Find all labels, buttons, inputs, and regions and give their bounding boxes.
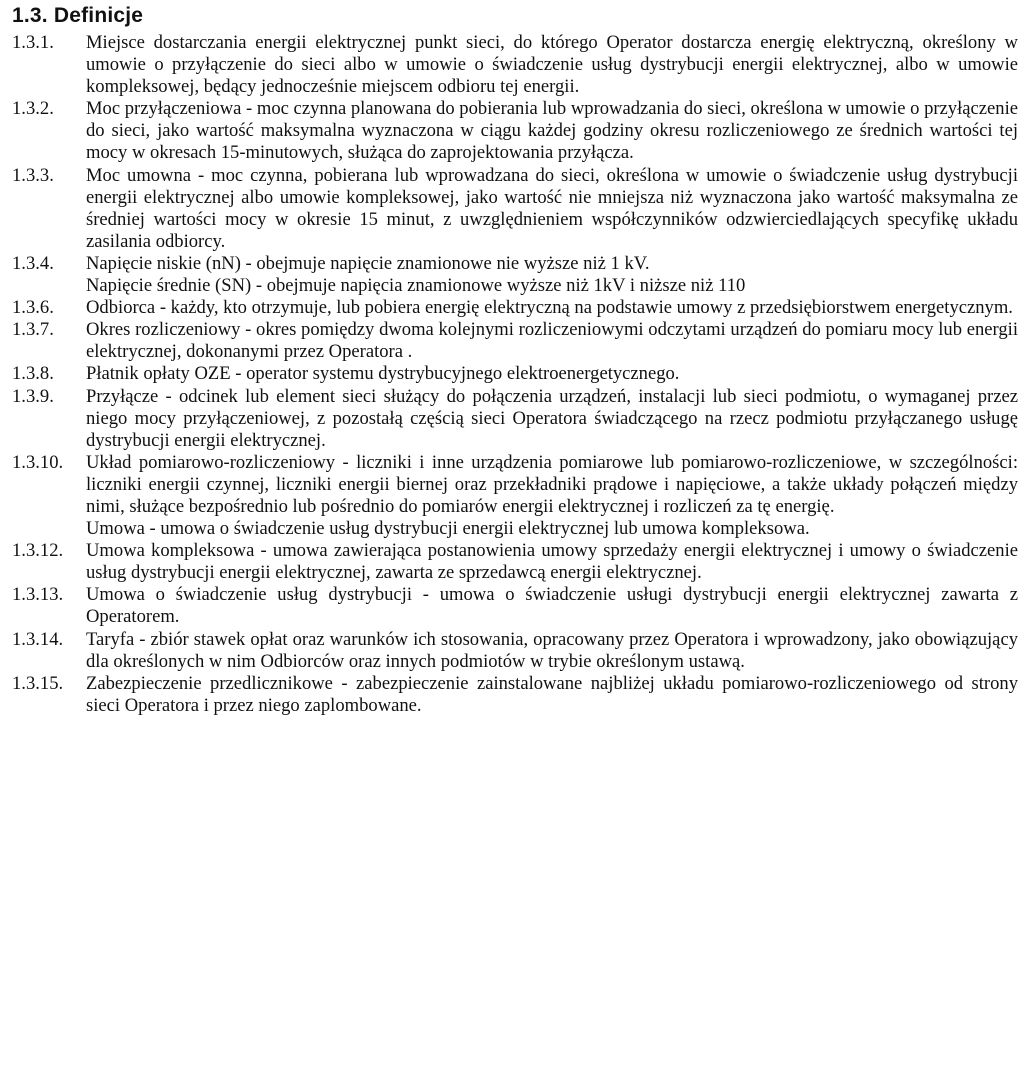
definition-item [12,253,1020,275]
definition-number [12,275,86,297]
definition-text: Miejsce dostarczania energii elektrycznej punkt sieci, do którego Operator dostarcza energię elektryczną, określony w umowie o przyłączenie do sieci albo w umowie o świadczenie usług dystrybucji energii elektrycznej, albo w umowie kompleksowej, będący jednocześnie miejscem odbioru tej energii. [86,32,1018,98]
definition-text: Taryfa - zbiór stawek opłat oraz warunków ich stosowania, opracowany przez Operatora i wprowadzony, jako obowiązujący dla określonych w nim Odbiorców oraz innych podmiotów w trybie określonym ustawą. [86,628,1018,672]
definition-number: 1.3.12. [12,540,64,562]
definition-item [12,165,1020,253]
definition-number: 1.3.6. [12,297,54,319]
definition-item [12,673,1020,717]
definition-text: Umowa - umowa o świadczenie usług dystrybucji energii elektrycznej lub umowa kompleksowa. [86,518,810,540]
section-title: 1.3. Definicje [12,4,144,27]
definition-text: Napięcie średnie (SN) - obejmuje napięcia znamionowe wyższe niż 1kV i niższe niż 110 [86,275,746,297]
definition-text: Napięcie niskie (nN) - obejmuje napięcie znamionowe nie wyższe niż 1 kV. [86,252,650,274]
definition-number: 1.3.2. [12,98,54,120]
definition-item [12,629,1020,673]
definition-number: 1.3.15. [12,672,64,694]
definition-text: Moc umowna - moc czynna, pobierana lub wprowadzana do sieci, określona w umowie o świadczenie usług dystrybucji energii elektrycznej albo umowie kompleksowej, jako wartość nie mniejsza niż wyznaczona jako wartość maksymalna ze średniej wartości mocy w okresie 15 minut, z uwzględnieniem współczynników odzwierciedlających specyfikę układu zasilania odbiorcy. [86,164,1018,252]
definition-number: 1.3.4. [12,252,54,274]
definition-text: Układ pomiarowo-rozliczeniowy - liczniki i inne urządzenia pomiarowe lub pomiarowo-rozliczeniowe, w szczególności: liczniki energii czynnej, liczniki energii biernej oraz przekładniki prądowe i napięciowe, a także układy połączeń między nimi, służące bezpośrednio lub pośrednio do pomiarów energii elektrycznej i rozliczeń za tę energię. [86,451,1018,517]
definition-item [12,319,1020,363]
definition-item [12,584,1020,628]
definition-item [12,386,1020,452]
definition-text: Umowa o świadczenie usług dystrybucji - umowa o świadczenie usługi dystrybucji energii elektrycznej zawarta z Operatorem. [86,584,1018,628]
definition-item [12,297,1020,319]
definition-item [12,518,1020,540]
definition-text: Zabezpieczenie przedlicznikowe - zabezpieczenie zainstalowane najbliżej układu pomiarowo-rozliczeniowego od strony sieci Operatora i przez niego zaplombowane. [86,672,1018,716]
definition-number: 1.3.3. [12,164,54,186]
definition-number: 1.3.1. [12,32,54,53]
definition-item [12,32,1020,98]
definition-number: 1.3.7. [12,319,54,341]
definition-item [12,363,1020,385]
definition-number [12,518,86,540]
definition-number: 1.3.10. [12,451,64,473]
definition-text: Moc przyłączeniowa - moc czynna planowana do pobierania lub wprowadzania do sieci, określona w umowie o przyłączenie do sieci, jako wartość maksymalna wyznaczona w ciągu każdej godziny okresu rozliczeniowego ze średnich wartości tej mocy w okresach 15-minutowych, służąca do zaprojektowania przyłącza. [86,98,1018,164]
definition-text: Przyłącze - odcinek lub element sieci służący do połączenia urządzeń, instalacji lub sieci podmiotu, o wymaganej przez niego mocy przyłączeniowej, z pozostałą częścią sieci Operatora świadczącego na rzecz podmiotu przyłączanego usługę dystrybucji energii elektrycznej. [86,385,1018,451]
definition-number: 1.3.14. [12,628,64,650]
definition-text: Odbiorca - każdy, kto otrzymuje, lub pobiera energię elektryczną na podstawie umowy z przedsiębiorstwem energetycznym. [86,297,1013,319]
definition-item [12,275,1020,297]
definition-text: Płatnik opłaty OZE - operator systemu dystrybucyjnego elektroenergetycznego. [86,363,680,385]
definition-text: Okres rozliczeniowy - okres pomiędzy dwoma kolejnymi rozliczeniowymi odczytami urządzeń do pomiaru mocy lub energii elektrycznej, dokonanymi przez Operatora . [86,319,1018,363]
definition-number: 1.3.9. [12,385,54,407]
definition-number: 1.3.8. [12,363,54,385]
definition-item [12,98,1020,164]
definition-item [12,452,1020,518]
definition-text: Umowa kompleksowa - umowa zawierająca postanowienia umowy sprzedaży energii elektrycznej i umowy o świadczenie usług dystrybucji energii elektrycznej, zawarta ze sprzedawcą energii elektrycznej. [86,540,1018,584]
definition-number: 1.3.13. [12,584,64,606]
definition-item [12,540,1020,584]
definitions-list [12,32,1020,717]
